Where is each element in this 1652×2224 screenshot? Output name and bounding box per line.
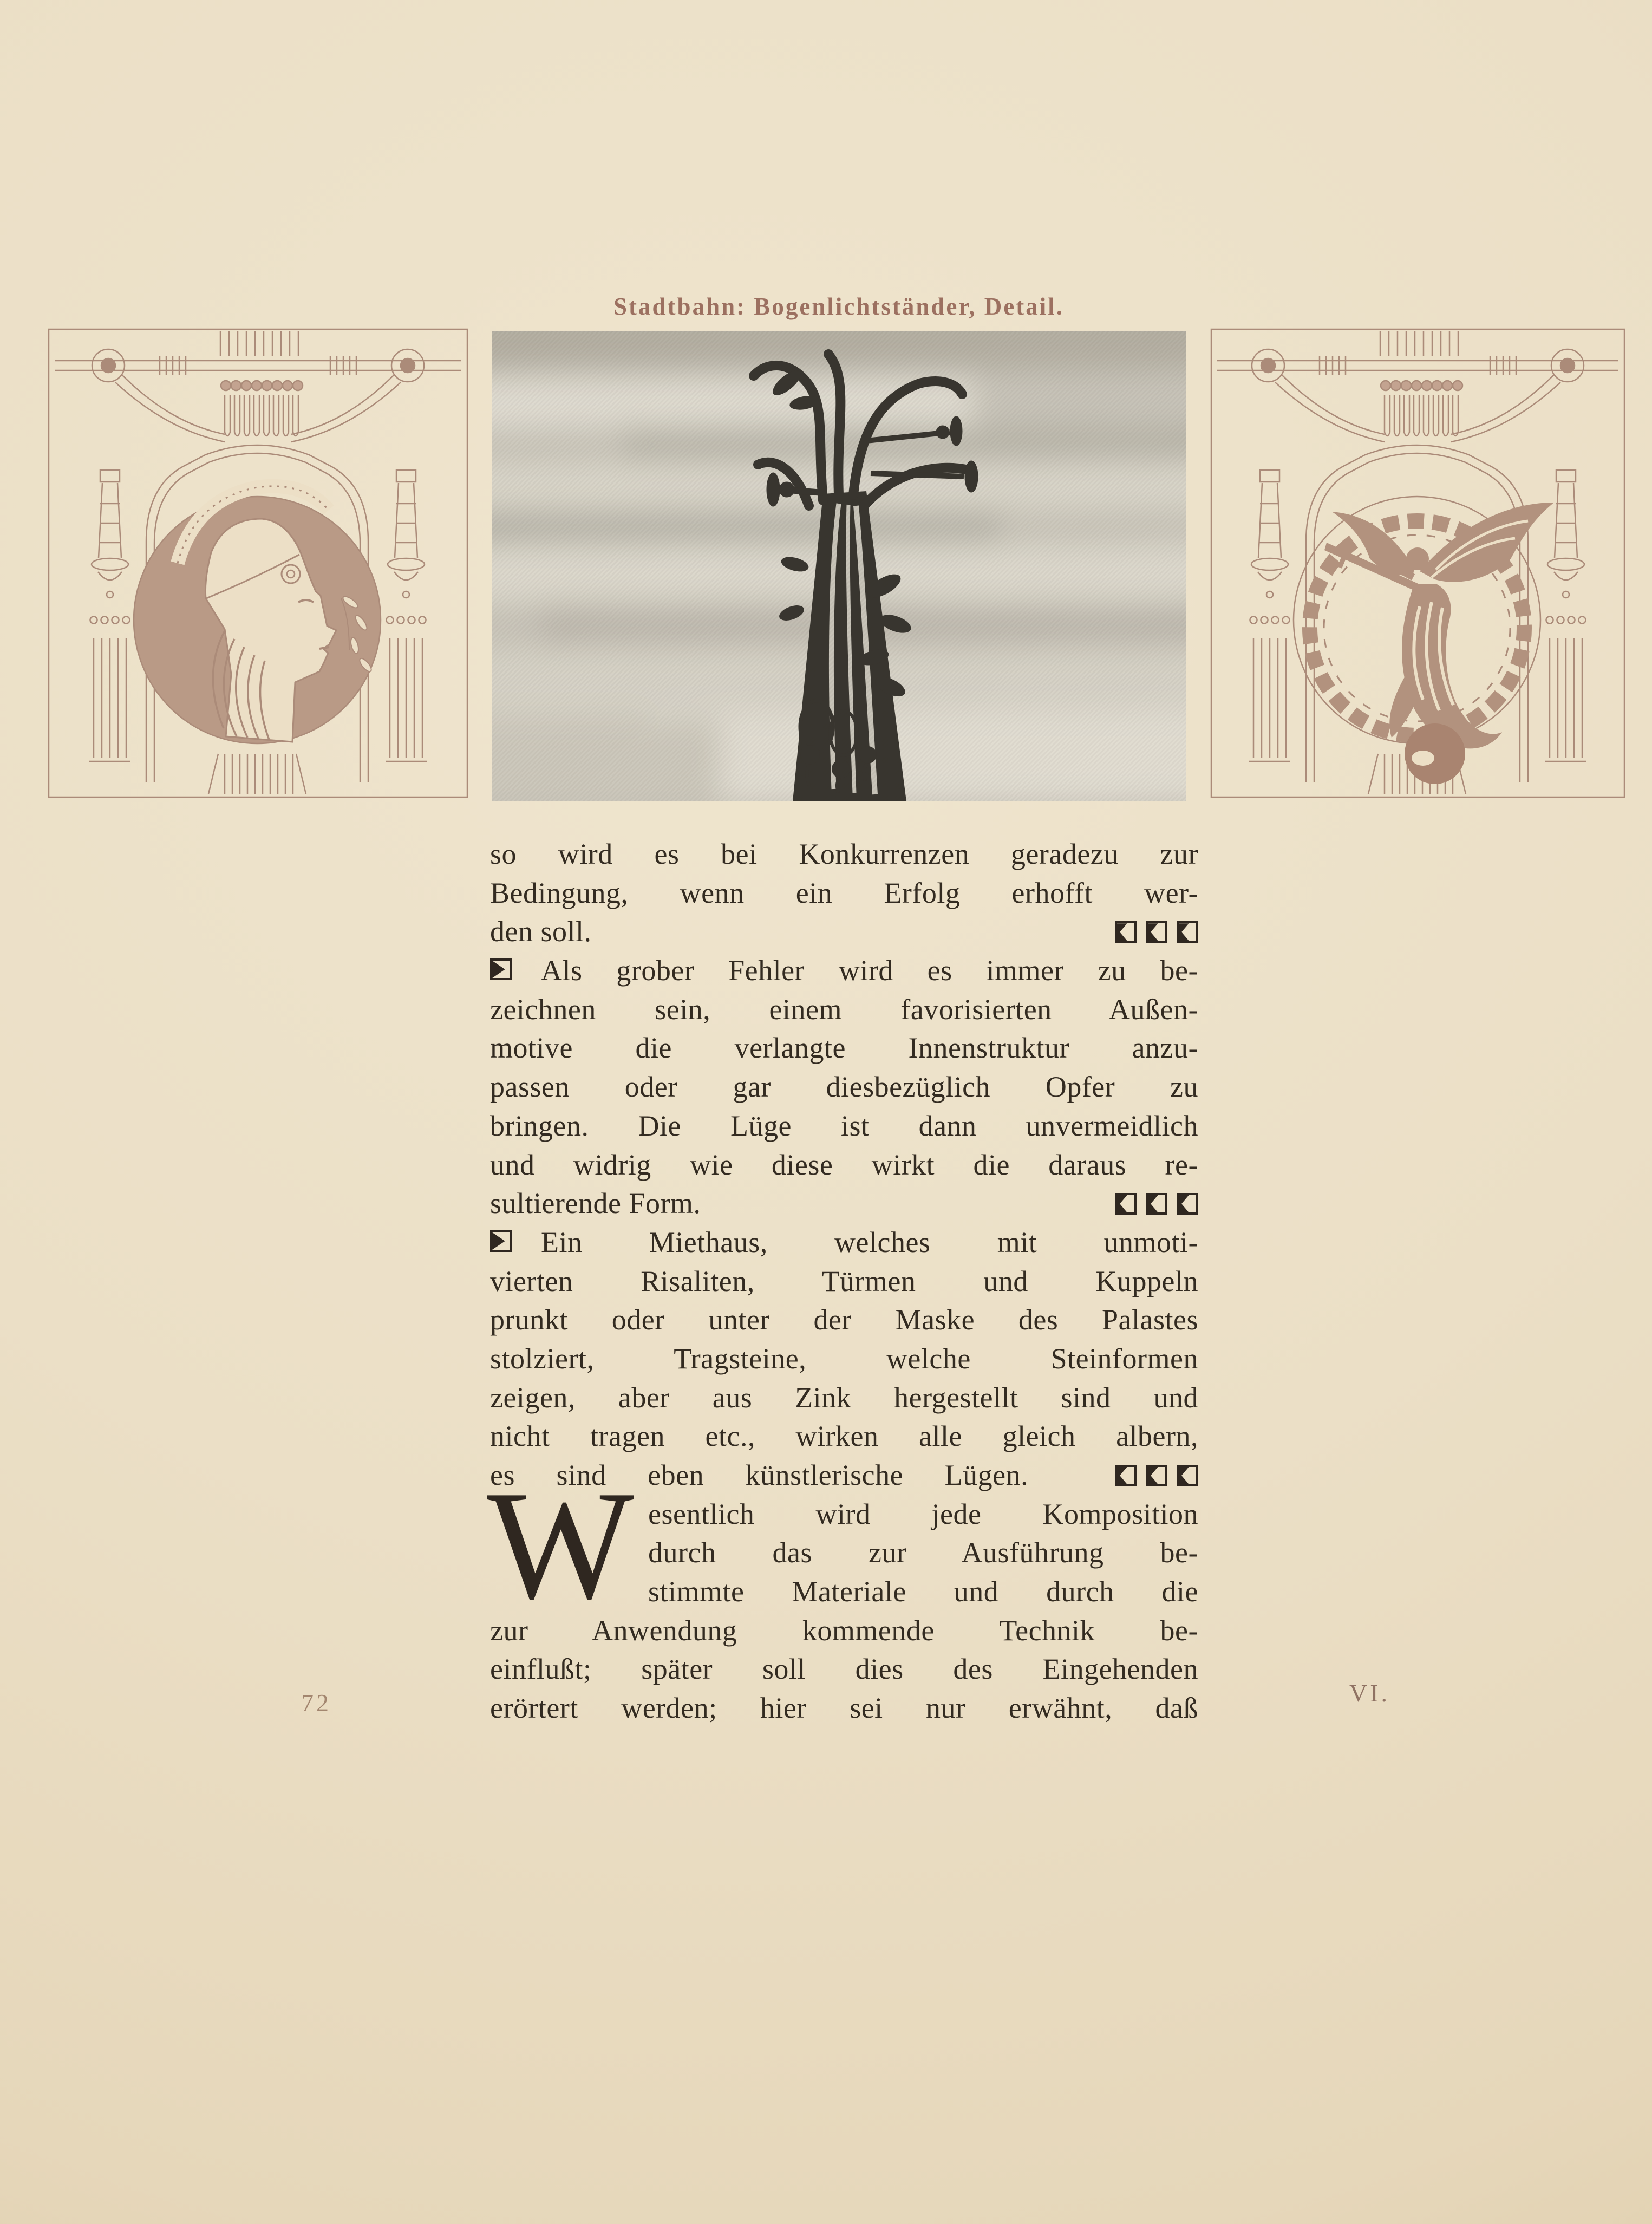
paragraph-end-mark-icon: [1115, 1193, 1137, 1215]
paragraph-end-mark-icon: [1115, 1465, 1137, 1486]
paragraph-end-mark-icon: [1146, 1465, 1167, 1486]
text-line: durch das zur Ausführung be-: [648, 1536, 1198, 1569]
text-line-text: Als grober Fehler wird es immer zu be-: [541, 954, 1198, 987]
arc-light-photo-illustration: [492, 331, 1186, 801]
paragraph-end-marks: [1115, 1193, 1198, 1215]
text-line: passen oder gar diesbezüglich Opfer zu: [490, 1071, 1198, 1104]
text-line: vierten Risaliten, Türmen und Kuppeln: [490, 1264, 1198, 1297]
text-line: erörtert werden; hier sei nur erwähnt, daß: [490, 1692, 1198, 1725]
body-text: [487, 835, 1198, 1728]
paragraph-end-marks: [1115, 921, 1198, 943]
photo-arc-light-standard: [492, 331, 1186, 801]
text-line: zur Anwendung kommende Technik be-: [490, 1614, 1198, 1647]
text-line: [490, 912, 1198, 951]
helmeted-head: [134, 486, 381, 743]
text-line: stimmte Materiale und durch die: [648, 1575, 1198, 1608]
text-line: [490, 1223, 1198, 1262]
text-line: motive die verlangte Innenstruktur anzu-: [490, 1032, 1198, 1065]
text-line: [490, 951, 1198, 990]
paragraph-end-marks: [1115, 1465, 1198, 1486]
text-line: einflußt; später soll dies des Eingehenden: [490, 1653, 1198, 1686]
text-line: und widrig wie diese wirkt die daraus re-: [490, 1148, 1198, 1181]
text-line-text: sultierende Form.: [490, 1187, 701, 1220]
paragraph-end-mark-icon: [1146, 921, 1167, 943]
text-line: zeigen, aber aus Zink hergestellt sind und: [490, 1381, 1198, 1414]
athena-medallion-illustration: [46, 325, 470, 801]
paragraph-end-mark-icon: [1177, 1465, 1198, 1486]
text-line: [490, 1184, 1198, 1223]
paragraph-end-mark-icon: [1177, 1193, 1198, 1215]
text-line: nicht tragen etc., wirken alle gleich albern,: [490, 1420, 1198, 1453]
paragraph-end-mark-icon: [1146, 1193, 1167, 1215]
text-line: bringen. Die Lüge ist dann unvermeidlich: [490, 1109, 1198, 1142]
text-line-text: den soll.: [490, 915, 592, 948]
text-line: esentlich wird jede Komposition: [648, 1497, 1198, 1530]
winged-victory-figure: [1290, 501, 1554, 784]
victory-medallion-illustration: [1209, 325, 1627, 801]
paragraph-end-mark-icon: [1177, 921, 1198, 943]
drop-cap-W: W: [487, 1459, 634, 1632]
page-number: 72: [301, 1689, 331, 1717]
text-line: so wird es bei Konkurrenzen geradezu zur: [490, 838, 1198, 870]
ornament-athena-medallion: [46, 325, 470, 801]
text-line: prunkt oder unter der Maske des Palastes: [490, 1303, 1198, 1336]
text-line: Bedingung, wenn ein Erfolg erhofft wer-: [490, 876, 1198, 909]
ornament-victory-medallion: [1209, 325, 1627, 801]
chapter-number: VI.: [1349, 1679, 1390, 1707]
text-line: zeichnen sein, einem favorisierten Außen-: [490, 993, 1198, 1026]
figure-caption: Stadtbahn: Bogenlichtständer, Detail.: [613, 293, 1064, 320]
text-line-text: es sind eben künstlerische Lügen.: [490, 1459, 1029, 1491]
paragraph-start-mark-icon: [490, 958, 512, 980]
text-line-text: Ein Miethaus, welches mit unmoti-: [541, 1225, 1198, 1258]
paragraph-end-mark-icon: [1115, 921, 1137, 943]
text-line: stolziert, Tragsteine, welche Steinformen: [490, 1342, 1198, 1375]
paragraph-start-mark-icon: [490, 1230, 512, 1252]
